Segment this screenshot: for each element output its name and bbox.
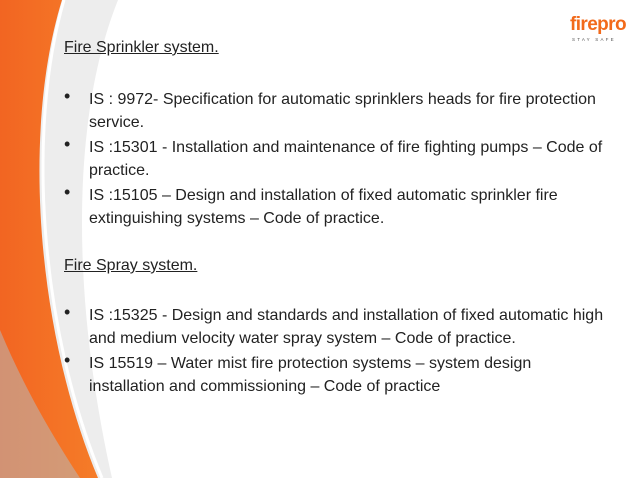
logo-wordmark xyxy=(570,14,626,36)
logo-tagline: STAY SAFE xyxy=(572,37,616,42)
section-heading-spray: Fire Spray system. xyxy=(64,257,198,274)
slide-content xyxy=(64,38,604,398)
logo-word-pro: pro xyxy=(597,14,626,35)
bullet-icon: • xyxy=(64,86,71,106)
list-item-text: IS 15519 – Water mist fire protection systems – system design installation and commissioning – Code of practice xyxy=(89,355,532,395)
list-item xyxy=(64,136,604,182)
list-item-text: IS :15325 - Design and standards and installation of fixed automatic high and medium velocity water spray system – Code of practice. xyxy=(89,307,604,347)
list-item xyxy=(64,352,604,398)
logo-word-fire: fire xyxy=(570,14,598,35)
list-item-text: IS :15301 - Installation and maintenance of fire fighting pumps – Code of practice. xyxy=(89,139,603,179)
bullet-icon: • xyxy=(64,350,71,370)
list-item-text: IS :15105 – Design and installation of fixed automatic sprinkler fire extinguishing systems – Code of practice. xyxy=(89,187,558,227)
list-item xyxy=(64,304,604,350)
spray-standards-list xyxy=(64,304,604,398)
bullet-icon: • xyxy=(64,134,71,154)
section-heading-sprinkler: Fire Sprinkler system. xyxy=(64,39,219,56)
sprinkler-standards-list xyxy=(64,88,604,230)
bullet-icon: • xyxy=(64,302,71,322)
bullet-icon: • xyxy=(64,182,71,202)
list-item-text: IS : 9972- Specification for automatic sprinklers heads for fire protection service. xyxy=(89,91,596,131)
list-item xyxy=(64,88,604,134)
list-item xyxy=(64,184,604,230)
